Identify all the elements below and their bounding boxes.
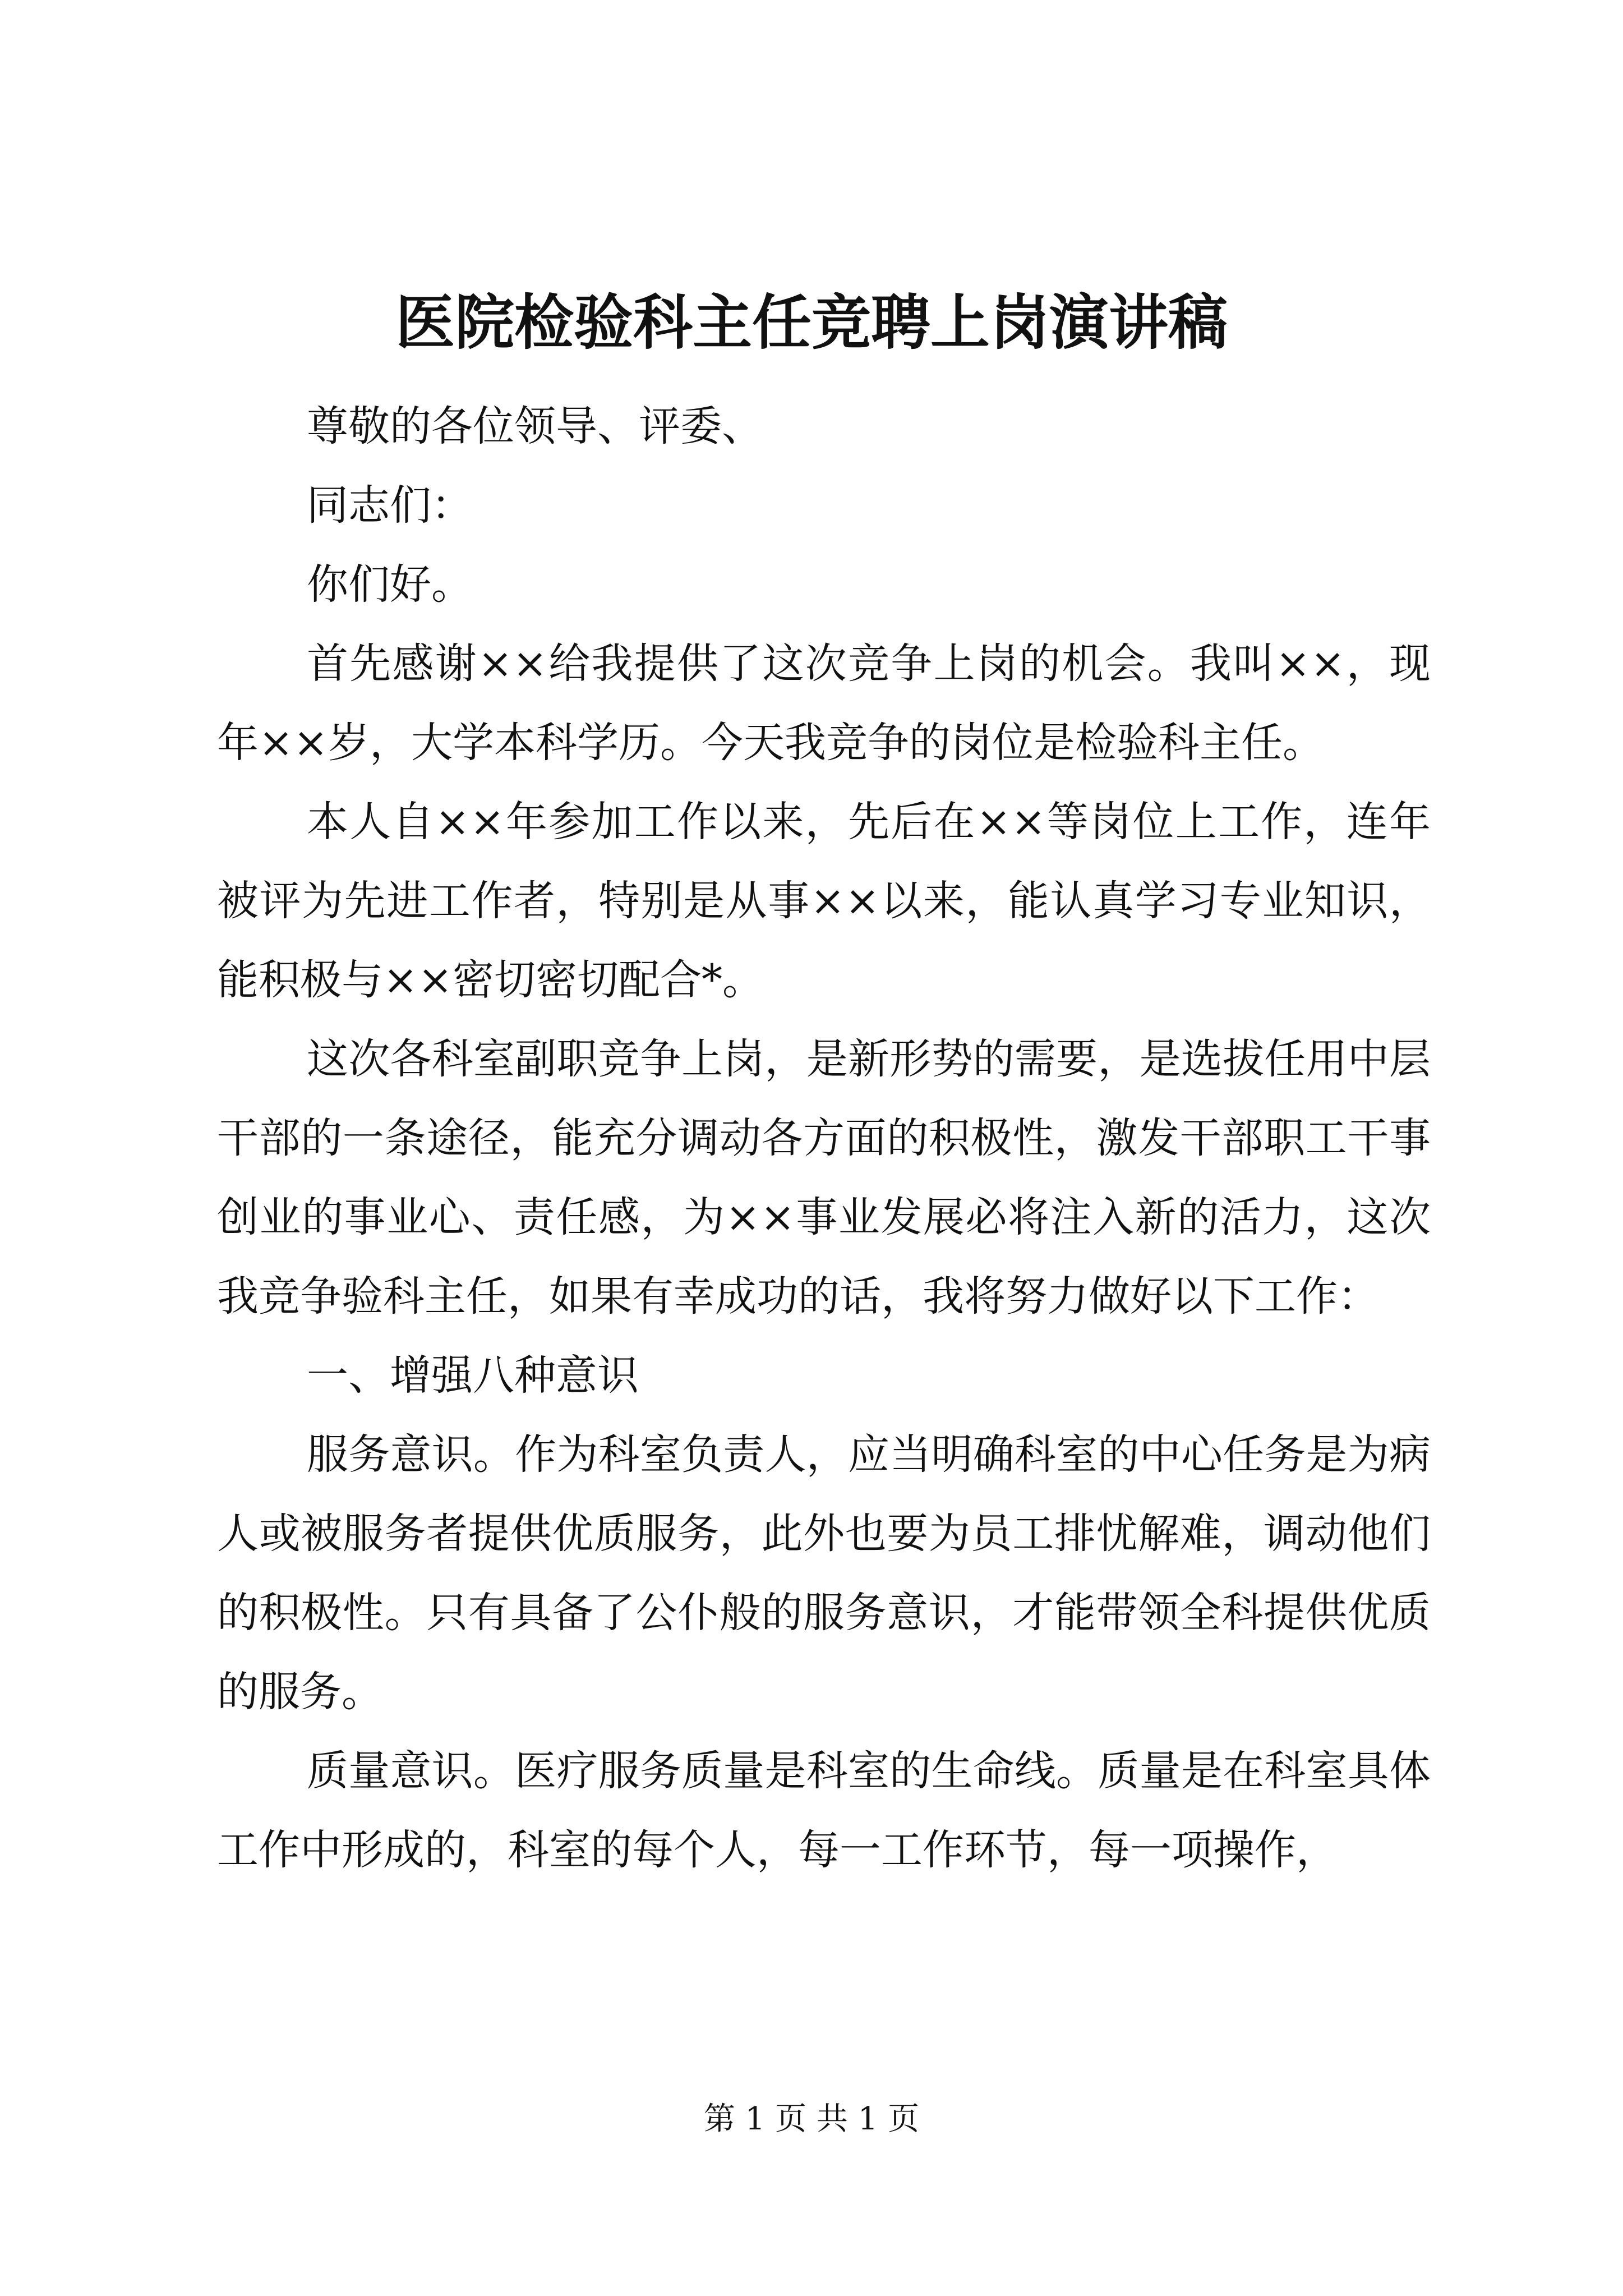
- paragraph-work-history: 本人自××年参加工作以来，先后在××等岗位上工作，连年被评为先进工作者，特别是从事××以来，能认真学习专业知识，能积极与××密切密切配合*。: [217, 798, 1431, 1004]
- paragraph-quality-awareness: 质量意识。医疗服务质量是科室的生命线。质量是在科室具体工作中形成的，科室的每个人，每一工作环节，每一项操作，: [217, 1747, 1431, 1874]
- document-body: [217, 387, 1431, 1890]
- paragraph-service-awareness: 服务意识。作为科室负责人，应当明确科室的中心任务是为病人或被服务者提供优质服务，此外也要为员工排忧解难，调动他们的积极性。只有具备了公仆般的服务意识，才能带领全科提供优质的服务。: [217, 1430, 1431, 1716]
- document-title: 医院检验科主任竞聘上岗演讲稿: [395, 287, 1228, 357]
- salutation-line-2: 同志们：: [307, 481, 473, 530]
- paragraph-competition-purpose: 这次各科室副职竞争上岗，是新形势的需要，是选拔任用中层干部的一条途径，能充分调动各方面的积极性，激发干部职工干事创业的事业心、责任感，为××事业发展必将注入新的活力，这次我竞争验科主任，如果有幸成功的话，我将努力做好以下工作：: [217, 1035, 1431, 1320]
- section-heading: 一、增强八种意识: [307, 1351, 639, 1400]
- page-footer: 第 1 页 共 1 页: [703, 2101, 920, 2137]
- salutation-line-1: 尊敬的各位领导、评委、: [307, 402, 763, 450]
- greeting: 你们好。: [307, 560, 473, 609]
- paragraph-introduction: 首先感谢××给我提供了这次竞争上岗的机会。我叫××，现年××岁，大学本科学历。今天我竞争的岗位是检验科主任。: [217, 639, 1431, 767]
